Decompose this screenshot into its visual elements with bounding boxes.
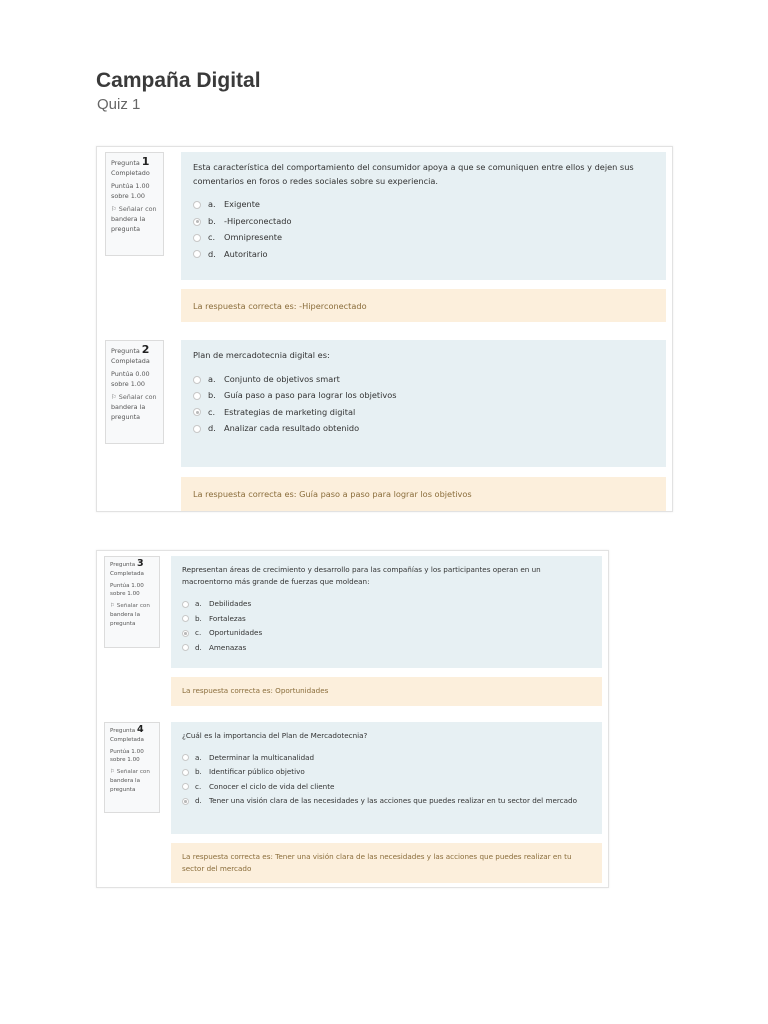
question-content-4 [171,722,602,834]
radio-button[interactable] [182,601,189,608]
radio-button[interactable] [193,250,201,258]
question-status: Completada [110,736,144,743]
flag-icon: ⚐ [111,393,117,401]
question-max-score: sobre 1.00 [111,380,145,388]
document-title: Campaña Digital [96,69,261,92]
radio-button[interactable] [182,769,189,776]
correct-answer-feedback: La respuesta correcta es: Guía paso a paso para lograr los objetivos [181,477,666,511]
answer-option-b[interactable]: b. Fortalezas [182,611,591,626]
quiz-screenshot-2 [96,550,609,888]
question-max-score: sobre 1.00 [110,757,140,764]
flag-question-link[interactable]: ⚐ Señalar con [111,393,157,401]
answer-option-a[interactable]: a. Determinar la multicanalidad [182,750,591,765]
radio-button[interactable] [182,754,189,761]
question-number: 3 [136,558,144,569]
radio-button[interactable] [193,425,201,433]
radio-button-selected[interactable] [193,408,201,416]
question-score: Puntúa 1.00 [110,582,144,589]
answer-option-a[interactable]: a. Exigente [193,197,654,213]
answer-option-a[interactable]: a. Debilidades [182,597,591,612]
question-status: Completada [110,570,144,577]
answer-option-b[interactable]: b. Identificar público objetivo [182,765,591,780]
answer-list [193,197,654,263]
question-info-3: Pregunta 3 Completada Puntúa 1.00 sobre 1.00 ⚐ Señalar con bandera la pregunta [104,556,160,648]
question-content-3 [171,556,602,668]
correct-answer-feedback: La respuesta correcta es: -Hiperconectado [181,289,666,322]
answer-option-b[interactable]: b. -Hiperconectado [193,213,654,229]
radio-button[interactable] [193,392,201,400]
question-content-1 [181,152,666,280]
question-max-score: sobre 1.00 [110,591,140,598]
question-number: 1 [141,155,150,168]
flag-question-link[interactable]: ⚐ Señalar con [110,769,150,776]
question-score: Puntúa 1.00 [110,748,144,755]
radio-button[interactable] [182,783,189,790]
question-number: 4 [136,724,144,735]
answer-list [182,750,591,808]
radio-button[interactable] [193,376,201,384]
answer-option-c[interactable]: c. Oportunidades [182,626,591,641]
question-content-2 [181,340,666,467]
radio-button[interactable] [193,201,201,209]
answer-option-d[interactable]: d. Analizar cada resultado obtenido [193,421,654,437]
question-label: Pregunta [111,347,140,355]
correct-answer-feedback: La respuesta correcta es: Tener una visión clara de las necesidades y las acciones que puedes realizar en tu sector del mercado [171,843,602,883]
answer-option-d[interactable]: d. Tener una visión clara de las necesidades y las acciones que puedes realizar en tu sector del mercado [182,794,591,809]
radio-button-selected[interactable] [193,218,201,226]
flag-question-link[interactable]: ⚐ Señalar con [111,205,157,213]
question-label: Pregunta [110,728,136,734]
flag-icon: ⚐ [110,769,116,776]
document-subtitle: Quiz 1 [97,96,141,113]
radio-button[interactable] [182,644,189,651]
question-text: Representan áreas de crecimiento y desarrollo para las compañías y los participantes operan en un macroentorno más grande de fuerzas que moldean: [182,565,541,587]
answer-list [193,372,654,438]
radio-button-selected[interactable] [182,798,189,805]
answer-option-d[interactable]: d. Amenazas [182,641,591,656]
question-score: Puntúa 1.00 [111,182,150,190]
radio-button-selected[interactable] [182,630,189,637]
radio-button[interactable] [193,234,201,242]
flag-question-link[interactable]: ⚐ Señalar con [110,603,150,610]
answer-option-c[interactable]: c. Conocer el ciclo de vida del cliente [182,780,591,795]
flag-icon: ⚐ [111,205,117,213]
answer-option-c[interactable]: c. Estrategias de marketing digital [193,404,654,420]
answer-option-c[interactable]: c. Omnipresente [193,230,654,246]
question-info-1: Pregunta 1 Completado Puntúa 1.00 sobre 1.00 ⚐ Señalar con bandera la pregunta [105,152,164,256]
question-text: ¿Cuál es la importancia del Plan de Mercadotecnia? [182,731,368,740]
question-label: Pregunta [111,159,140,167]
question-status: Completado [111,169,150,177]
flag-icon: ⚐ [110,603,116,610]
answer-option-b[interactable]: b. Guía paso a paso para lograr los objetivos [193,388,654,404]
correct-answer-feedback: La respuesta correcta es: Oportunidades [171,677,602,706]
question-number: 2 [141,343,150,356]
question-info-4: Pregunta 4 Completada Puntúa 1.00 sobre 1.00 ⚐ Señalar con bandera la pregunta [104,722,160,813]
question-text: Plan de mercadotecnia digital es: [193,350,330,360]
question-score: Puntúa 0.00 [111,370,150,378]
question-status: Completada [111,357,150,365]
answer-option-a[interactable]: a. Conjunto de objetivos smart [193,372,654,388]
radio-button[interactable] [182,615,189,622]
question-info-2: Pregunta 2 Completada Puntúa 0.00 sobre 1.00 ⚐ Señalar con bandera la pregunta [105,340,164,444]
quiz-screenshot-1 [96,146,673,512]
answer-option-d[interactable]: d. Autoritario [193,246,654,262]
question-label: Pregunta [110,562,136,568]
answer-list [182,597,591,655]
question-text: Esta característica del comportamiento del consumidor apoya a que se comuniquen entre ellos y dejen sus comentarios en foros o redes sociales sobre su experiencia. [193,162,634,186]
question-max-score: sobre 1.00 [111,192,145,200]
